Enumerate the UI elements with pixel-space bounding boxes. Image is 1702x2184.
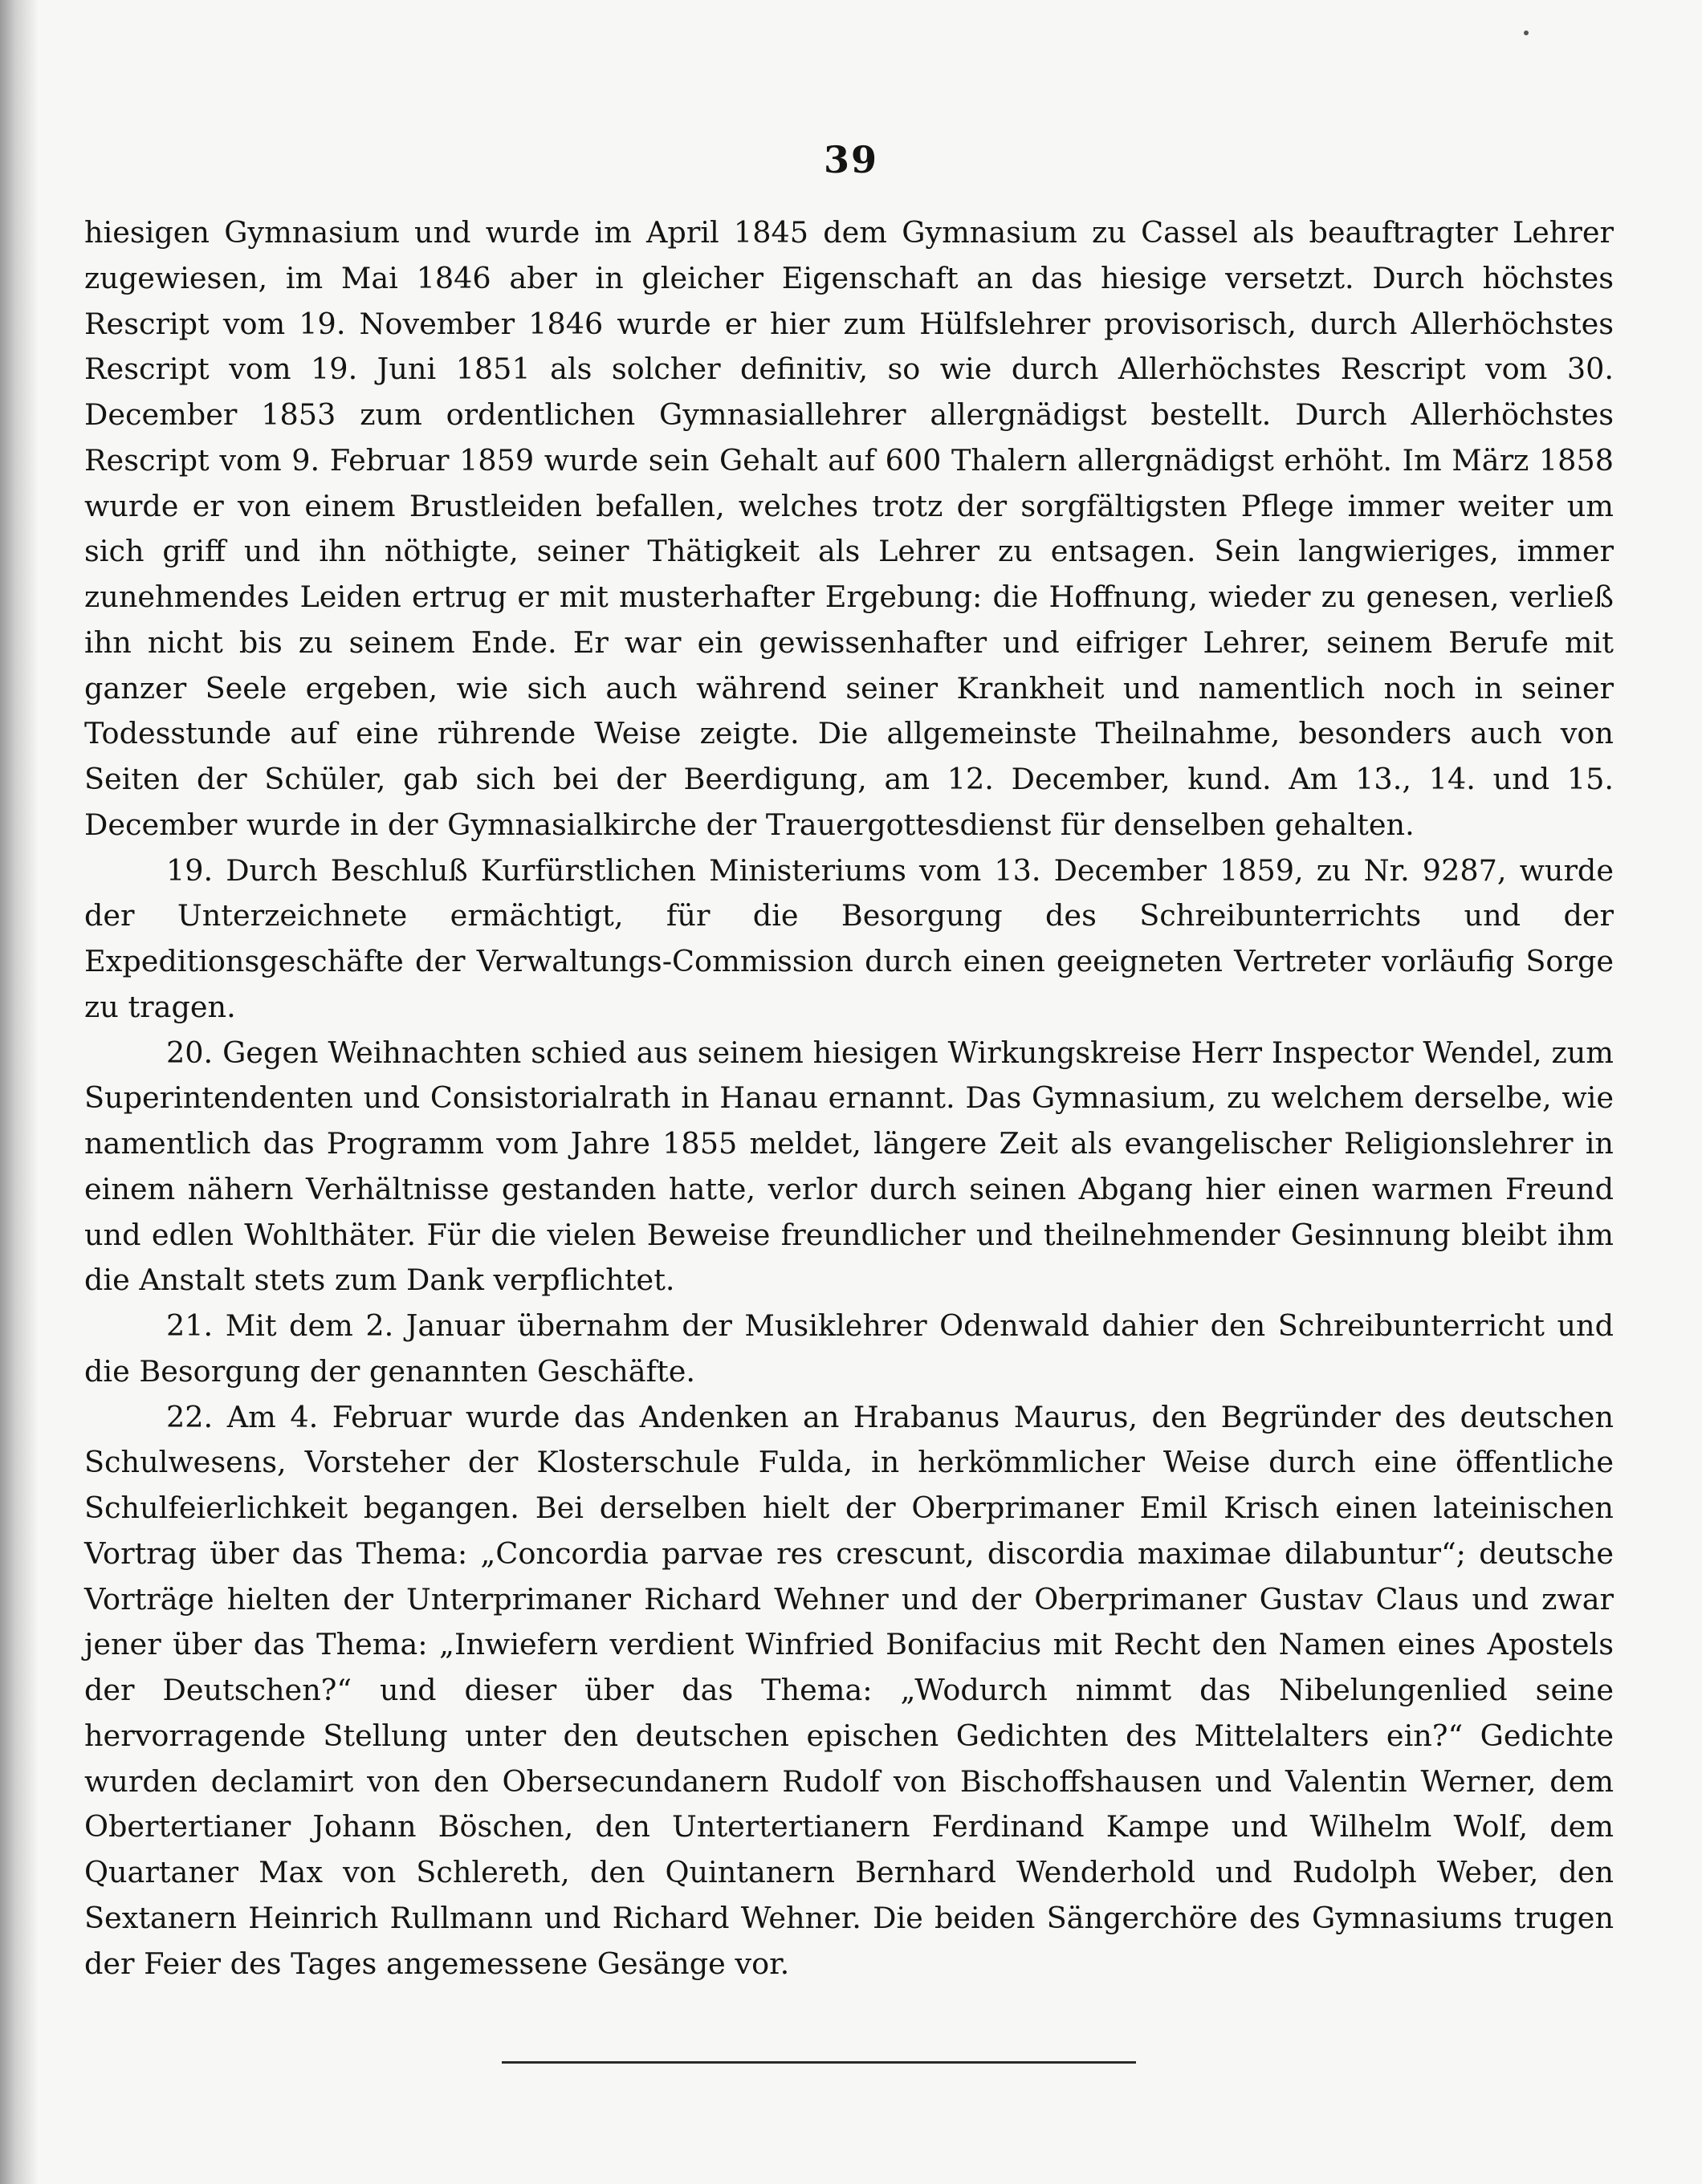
closing-rule [502,2061,1136,2064]
print-speck [1524,31,1529,35]
page-number: 39 [823,138,878,181]
paragraph-continuation: hiesigen Gymnasium und wurde im April 1845 dem Gymnasium zu Cassel als beauftragter Lehrer zugewiesen, im Mai 1846 aber in gleicher Eigenschaft an das hiesige versetzt. Durch höchstes Rescript vom 19. November 1846 wurde er hier zum Hülfslehrer provisorisch, durch Allerhöchstes Rescript vom 19. Juni 1851 als solcher definitiv, so wie durch Allerhöchstes Rescript vom 30. December 1853 zum ordentlichen Gymnasiallehrer allergnädigst bestellt. Durch Allerhöchstes Rescript vom 9. Februar 1859 wurde sein Gehalt auf 600 Thalern allergnädigst erhöht. Im März 1858 wurde er von einem Brustleiden befallen, welches trotz der sorgfältigsten Pflege immer weiter um sich griff und ihn nöthigte, seiner Thätigkeit als Lehrer zu entsagen. Sein langwieriges, immer zunehmendes Leiden ertrug er mit musterhafter Ergebung: die Hoffnung, wieder zu genesen, verließ ihn nicht bis zu seinem Ende. Er war ein gewissenhafter und eifriger Lehrer, seinem Berufe mit ganzer Seele ergeben, wie sich auch während seiner Krankheit und namentlich noch in seiner Todesstunde auf eine rührende Weise zeigte. Die allgemeinste Theilnahme, besonders auch von Seiten der Schüler, gab sich bei der Beerdigung, am 12. December, kund. Am 13., 14. und 15. December wurde in der Gymnasialkirche der Trauergottesdienst für denselben gehalten. [84,215,1614,842]
body-text [84,210,1614,1987]
paragraph-item-20: 20. Gegen Weihnachten schied aus seinem hiesigen Wirkungskreise Herr Inspector Wendel, zum Superintendenten und Consistorialrath in Hanau ernannt. Das Gymnasium, zu welchem derselbe, wie namentlich das Programm vom Jahre 1855 meldet, längere Zeit als evangelischer Religionslehrer in einem nähern Verhältnisse gestanden hatte, verlor durch seinen Abgang hier einen warmen Freund und edlen Wohlthäter. Für die vielen Beweise freundlicher und theilnehmender Gesinnung bleibt ihm die Anstalt stets zum Dank verpflichtet. [84,1035,1614,1298]
binding-gutter-shadow [0,0,39,2184]
paragraph-item-22: 22. Am 4. Februar wurde das Andenken an Hrabanus Maurus, den Begründer des deutschen Schulwesens, Vorsteher der Klosterschule Fulda, in herkömmlicher Weise durch eine öffentliche Schulfeierlichkeit begangen. Bei derselben hielt der Oberprimaner Emil Krisch einen lateinischen Vortrag über das Thema: „Concordia parvae res crescunt, discordia maximae dilabuntur“; deutsche Vorträge hielten der Unterprimaner Richard Wehner und der Oberprimaner Gustav Claus und zwar jener über das Thema: „Inwiefern verdient Winfried Bonifacius mit Recht den Namen eines Apostels der Deutschen?“ und dieser über das Thema: „Wodurch nimmt das Nibelungenlied seine hervorragende Stellung unter den deutschen epischen Gedichten des Mittelalters ein?“ Gedichte wurden declamirt von den Obersecundanern Rudolf von Bischoffshausen und Valentin Werner, dem Obertertianer Johann Böschen, den Untertertianern Ferdinand Kampe und Wilhelm Wolf, dem Quartaner Max von Schlereth, den Quintanern Bernhard Wenderhold und Rudolph Weber, den Sextanern Heinrich Rullmann und Richard Wehner. Die beiden Sängerchöre des Gymnasiums trugen der Feier des Tages angemessene Gesänge vor. [84,1399,1614,1981]
paragraph-item-19: 19. Durch Beschluß Kurfürstlichen Ministeriums vom 13. December 1859, zu Nr. 9287, wurde der Unterzeichnete ermächtigt, für die Besorgung des Schreibunterrichts und der Expeditionsgeschäfte der Verwaltungs-Commission durch einen geeigneten Vertreter vorläufig Sorge zu tragen. [84,852,1614,1024]
paragraph-item-21: 21. Mit dem 2. Januar übernahm der Musiklehrer Odenwald dahier den Schreibunterricht und die Besorgung der genannten Geschäfte. [84,1308,1614,1389]
